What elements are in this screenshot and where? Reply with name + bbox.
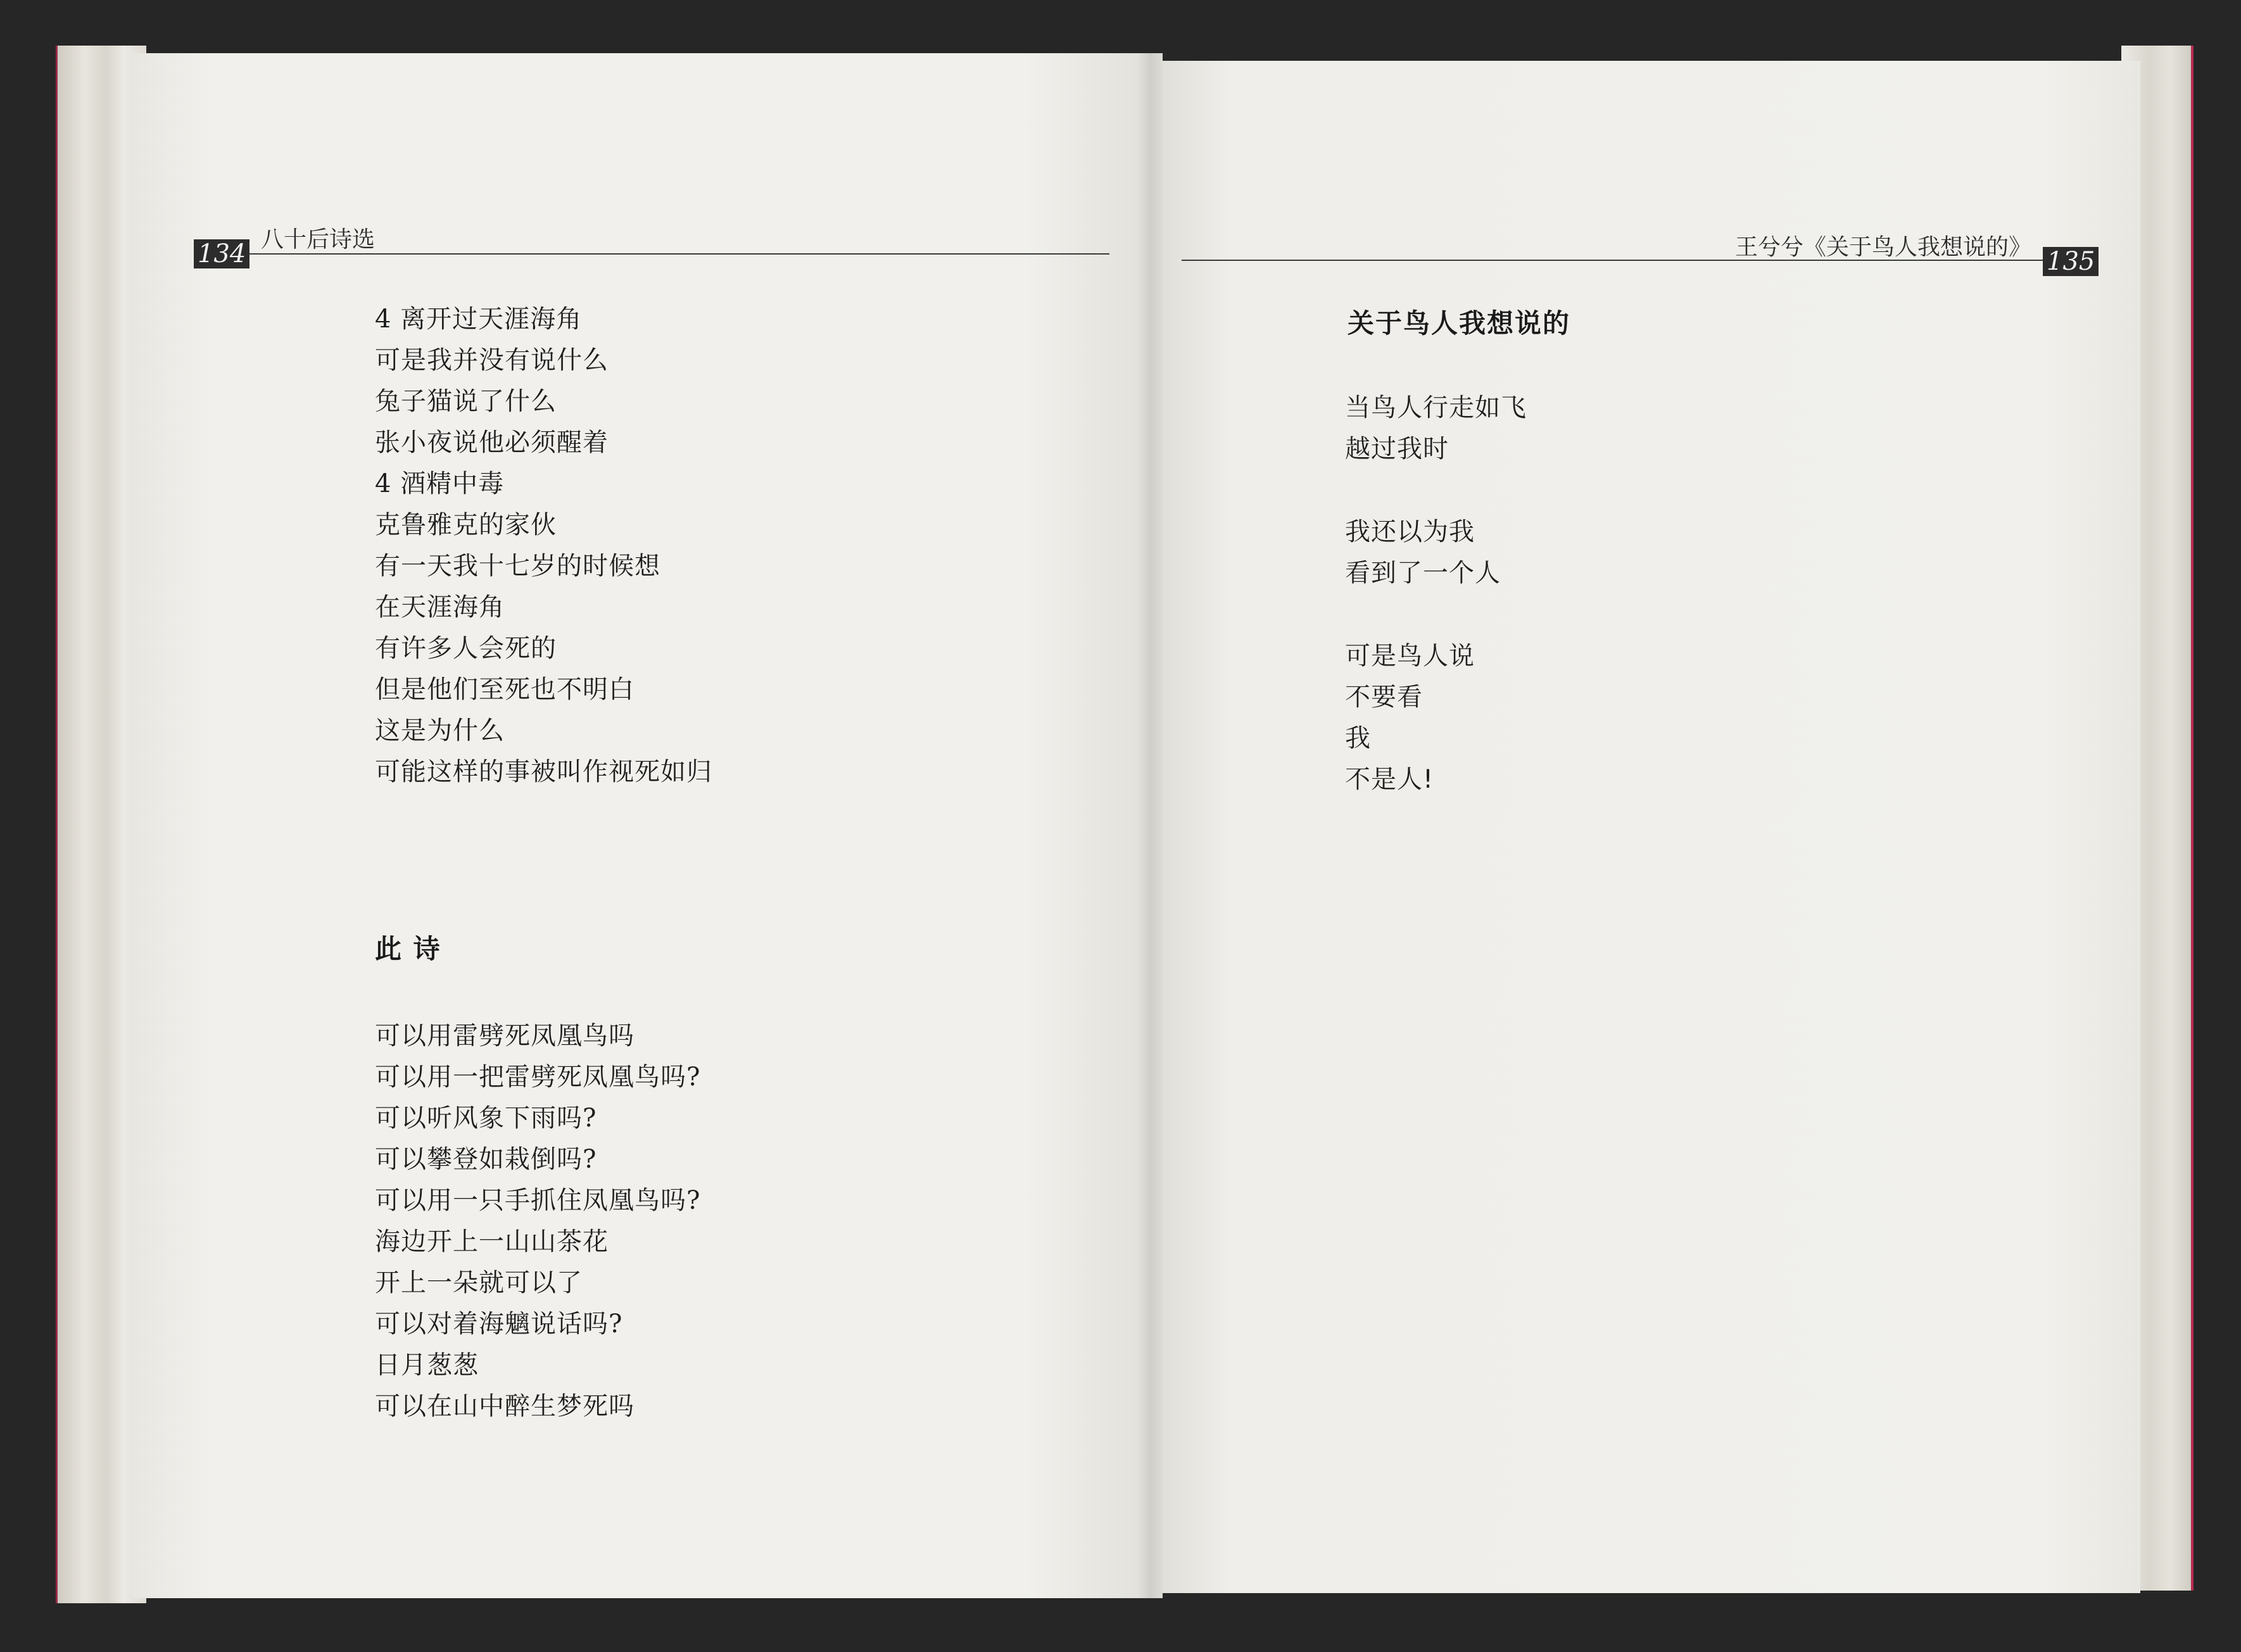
left-line: 这是为什么 <box>375 716 505 745</box>
left-line: 兔子猫说了什么 <box>375 387 557 416</box>
right-line: 不要看 <box>1345 683 1423 712</box>
left-line: 可以听风象下雨吗? <box>375 1104 597 1133</box>
right-page <box>1152 61 2140 1593</box>
left-line: 可能这样的事被叫作视死如归 <box>375 757 712 786</box>
left-line: 可以攀登如栽倒吗? <box>375 1145 597 1174</box>
left-line: 可以对着海魑说话吗? <box>375 1309 623 1339</box>
left-running-title: 八十后诗选 <box>261 227 376 253</box>
left-line: 在天涯海角 <box>375 593 505 622</box>
left-line: 可以在山中醉生梦死吗 <box>375 1392 634 1421</box>
right-line: 不是人! <box>1345 765 1434 794</box>
right-line: 越过我时 <box>1345 434 1449 463</box>
left-line: 张小夜说他必须醒着 <box>375 428 609 457</box>
left-poem-title: 此 诗 <box>375 933 441 964</box>
right-line: 我还以为我 <box>1345 517 1475 546</box>
left-line: 有一天我十七岁的时候想 <box>375 552 660 581</box>
left-line: 4 离开过天涯海角 <box>375 305 583 334</box>
right-running-title: 王兮兮《关于鸟人我想说的》 <box>1735 234 2032 260</box>
right-page-number: 135 <box>2043 247 2099 276</box>
left-line: 开上一朵就可以了 <box>375 1268 583 1297</box>
left-line: 4 酒精中毒 <box>375 469 505 498</box>
left-line: 可以用一只手抓住凤凰鸟吗? <box>375 1186 701 1215</box>
left-line: 但是他们至死也不明白 <box>375 675 634 704</box>
book-gutter <box>1137 53 1163 1598</box>
left-line: 可以用雷劈死凤凰鸟吗 <box>375 1021 634 1050</box>
left-line: 日月葱葱 <box>375 1351 479 1380</box>
right-line: 我 <box>1345 724 1371 753</box>
left-line: 有许多人会死的 <box>375 634 557 663</box>
left-page <box>133 53 1146 1598</box>
left-line: 可是我并没有说什么 <box>375 346 609 375</box>
right-poem-title: 关于鸟人我想说的 <box>1348 308 1571 339</box>
left-line: 海边开上一山山茶花 <box>375 1227 609 1256</box>
right-line: 看到了一个人 <box>1345 558 1501 588</box>
left-line: 克鲁雅克的家伙 <box>375 510 557 539</box>
right-line: 可是鸟人说 <box>1345 641 1475 671</box>
left-page-number: 134 <box>194 239 249 268</box>
right-line: 当鸟人行走如飞 <box>1345 393 1527 422</box>
left-line: 可以用一把雷劈死凤凰鸟吗? <box>375 1062 701 1092</box>
